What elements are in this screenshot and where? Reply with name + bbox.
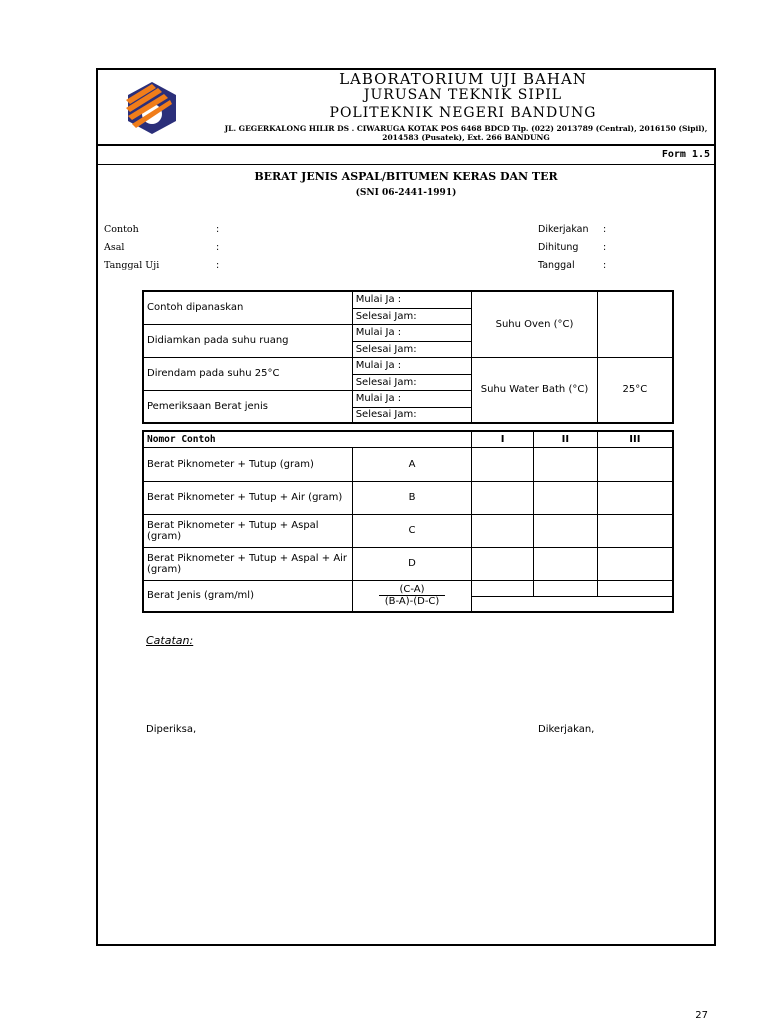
measurement-label: Berat Piknometer + Tutup + Aspal + Air (gram) bbox=[143, 547, 352, 580]
notes-label: Catatan: bbox=[146, 634, 194, 647]
oven-temp-label: Suhu Oven (°C) bbox=[472, 291, 597, 357]
value-cell[interactable] bbox=[472, 514, 534, 547]
form-header bbox=[98, 70, 714, 146]
table-row bbox=[143, 291, 673, 308]
end-time-cell[interactable]: Selesai Jam: bbox=[352, 341, 472, 357]
measurement-symbol: A bbox=[352, 447, 472, 481]
condition-label: Direndam pada suhu 25°C bbox=[143, 357, 352, 390]
department-name: JURUSAN TEKNIK SIPIL bbox=[363, 87, 563, 103]
start-time-cell[interactable]: Mulai Ja : bbox=[352, 357, 472, 374]
measurement-label: Berat Piknometer + Tutup + Air (gram) bbox=[143, 481, 352, 514]
value-cell[interactable] bbox=[597, 547, 673, 580]
formula-denominator: (B-A)-(D-C) bbox=[384, 596, 440, 608]
form-frame bbox=[96, 68, 716, 946]
dihitung-label: Dihitung bbox=[538, 242, 579, 253]
value-cell[interactable] bbox=[534, 580, 598, 596]
condition-label: Pemeriksaan Berat jenis bbox=[143, 390, 352, 423]
dikerjakan-label: Dikerjakan bbox=[538, 224, 589, 235]
end-time-cell[interactable]: Selesai Jam: bbox=[352, 308, 472, 324]
oven-temp-value[interactable] bbox=[597, 291, 673, 357]
value-cell[interactable] bbox=[597, 481, 673, 514]
measurement-label: Berat Piknometer + Tutup (gram) bbox=[143, 447, 352, 481]
institution-name: POLITEKNIK NEGERI BANDUNG bbox=[329, 105, 597, 121]
value-cell[interactable] bbox=[472, 447, 534, 481]
average-cell[interactable] bbox=[472, 596, 673, 612]
start-time-cell[interactable]: Mulai Ja : bbox=[352, 390, 472, 407]
tanggal-label: Tanggal bbox=[538, 260, 575, 271]
address: JL. GEGERKALONG HILIR DS . CIWARUGA KOTAK POS 6468 BDCD Tlp. (022) 2013789 (Central), 2016150 (Sipil), 2014583 (Pusatek), Ext. 266 BANDUNG bbox=[224, 124, 708, 142]
value-cell[interactable] bbox=[534, 447, 598, 481]
form-number: Form 1.5 bbox=[661, 149, 710, 160]
table-row bbox=[143, 514, 673, 547]
start-time-cell[interactable]: Mulai Ja : bbox=[352, 324, 472, 341]
condition-label: Didiamkan pada suhu ruang bbox=[143, 324, 352, 357]
specific-gravity-label: Berat Jenis (gram/ml) bbox=[143, 580, 352, 612]
column-header: II bbox=[534, 431, 598, 447]
measurement-symbol: C bbox=[352, 514, 472, 547]
conditions-table bbox=[142, 290, 674, 424]
document-title: BERAT JENIS ASPAL/BITUMEN KERAS DAN TER bbox=[254, 170, 558, 183]
document-standard: (SNI 06-2441-1991) bbox=[355, 188, 457, 198]
value-cell[interactable] bbox=[534, 547, 598, 580]
tanggal-uji-colon: : bbox=[216, 260, 220, 271]
table-row bbox=[143, 447, 673, 481]
value-cell[interactable] bbox=[597, 447, 673, 481]
value-cell[interactable] bbox=[472, 481, 534, 514]
results-table bbox=[142, 430, 674, 613]
value-cell[interactable] bbox=[472, 580, 534, 596]
asal-colon: : bbox=[216, 242, 220, 253]
value-cell[interactable] bbox=[597, 580, 673, 596]
value-cell[interactable] bbox=[597, 514, 673, 547]
formula-fraction bbox=[379, 584, 446, 607]
measurement-symbol: D bbox=[352, 547, 472, 580]
checked-by-label: Diperiksa, bbox=[146, 724, 197, 735]
table-header-row bbox=[143, 431, 673, 447]
tanggal-uji-label: Tanggal Uji bbox=[104, 260, 160, 271]
form-number-bar bbox=[98, 146, 714, 165]
measurement-symbol: B bbox=[352, 481, 472, 514]
water-bath-value: 25°C bbox=[597, 357, 673, 423]
page-number: 27 bbox=[695, 1010, 708, 1021]
table-row bbox=[143, 580, 673, 596]
lab-name: LABORATORIUM UJI BAHAN bbox=[339, 70, 587, 88]
dikerjakan-colon: : bbox=[603, 224, 607, 235]
contoh-label: Contoh bbox=[104, 224, 139, 235]
column-header: I bbox=[472, 431, 534, 447]
tanggal-colon: : bbox=[603, 260, 607, 271]
formula-numerator: (C-A) bbox=[379, 584, 446, 596]
value-cell[interactable] bbox=[534, 481, 598, 514]
dihitung-colon: : bbox=[603, 242, 607, 253]
asal-label: Asal bbox=[104, 242, 125, 253]
value-cell[interactable] bbox=[534, 514, 598, 547]
table-row bbox=[143, 481, 673, 514]
measurement-label: Berat Piknometer + Tutup + Aspal (gram) bbox=[143, 514, 352, 547]
condition-label: Contoh dipanaskan bbox=[143, 291, 352, 324]
sample-number-header: Nomor Contoh bbox=[143, 431, 472, 447]
table-row bbox=[143, 357, 673, 374]
contoh-colon: : bbox=[216, 224, 220, 235]
worked-by-label: Dikerjakan, bbox=[538, 724, 595, 735]
polban-logo-icon bbox=[122, 78, 182, 138]
table-row bbox=[143, 547, 673, 580]
end-time-cell[interactable]: Selesai Jam: bbox=[352, 407, 472, 423]
start-time-cell[interactable]: Mulai Ja : bbox=[352, 291, 472, 308]
water-bath-label: Suhu Water Bath (°C) bbox=[472, 357, 597, 423]
end-time-cell[interactable]: Selesai Jam: bbox=[352, 374, 472, 390]
column-header: III bbox=[597, 431, 673, 447]
value-cell[interactable] bbox=[472, 547, 534, 580]
formula-cell bbox=[352, 580, 472, 612]
